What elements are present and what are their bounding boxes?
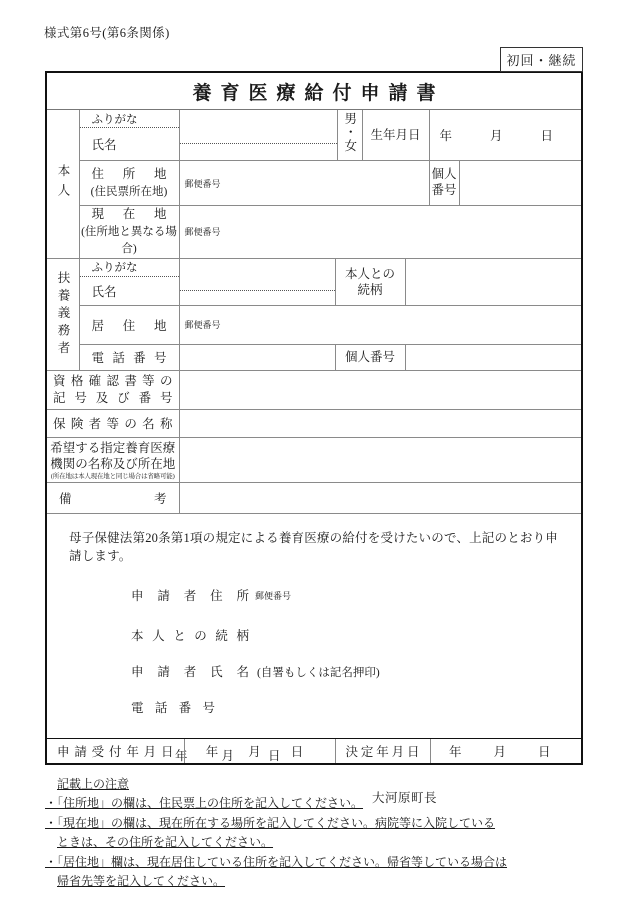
label-supporter-name: 氏名 [91, 284, 117, 299]
label-residence: 居 住 地 [79, 305, 179, 344]
label-insurer-name: 保 険 者 等 の 名 称 [47, 409, 179, 437]
input-decision-date[interactable]: 年 月 日 [430, 739, 581, 763]
input-supporter-name[interactable] [179, 259, 335, 306]
input-supporter-furigana[interactable] [180, 273, 335, 291]
label-my-number-supporter: 個人番号 [335, 344, 405, 370]
label-applicant-address: 申 請 者 住 所 [131, 588, 249, 603]
input-application-date[interactable]: 年 月 日 [184, 739, 335, 763]
table-row-institution [47, 437, 581, 482]
declaration-date-year: 年 [175, 748, 188, 763]
details-section-table [47, 371, 581, 514]
table-row-person-address [47, 161, 581, 206]
table-row-receipt [47, 739, 581, 763]
side-label-person: 本人 [47, 110, 79, 258]
form-title-band [47, 73, 581, 110]
status-box-first-or-continued[interactable]: 初回・継続 [500, 47, 583, 72]
table-row-person-name [47, 110, 581, 161]
supporter-section-table [47, 259, 581, 371]
table-row-person-current-address [47, 206, 581, 259]
table-row-supporter-phone [47, 344, 581, 370]
page-title: 養育医療給付申請書 [192, 82, 445, 104]
input-name[interactable] [179, 110, 337, 161]
label-decision-date: 決 定 年 月 日 [335, 739, 430, 763]
mayor-addressee: 大河原町長 [371, 790, 437, 805]
declaration-phone-row [63, 698, 565, 716]
label-supporter-phone: 電 話 番 号 [79, 344, 179, 370]
label-declaration-phone: 電 話 番 号 [131, 700, 215, 715]
label-name-furigana [79, 110, 179, 161]
declaration-relation-row [63, 626, 565, 644]
label-applicant-name-note: (自署もしくは記名押印) [257, 666, 380, 679]
declaration-applicant-name-row [63, 662, 565, 680]
input-my-number-person[interactable] [459, 161, 581, 206]
declaration-date-month: 月 [221, 748, 235, 763]
table-row-supporter-name [47, 259, 581, 306]
input-my-number-supporter[interactable] [405, 344, 581, 370]
label-sex: 男・女 [337, 110, 362, 161]
input-remarks[interactable] [179, 482, 581, 513]
note-item-2-line-1: ・「現在地」の欄は、現在所在する場所を記入してください。病院等に入院している [45, 815, 496, 830]
input-current-address[interactable]: 郵便番号 [179, 206, 581, 259]
note-item-1-line-1: ・「住所地」の欄は、住民票上の住所を記入してください。 [45, 796, 364, 811]
label-application-date: 申 請 受 付 年 月 日 [57, 745, 174, 759]
input-address[interactable]: 郵便番号 [179, 161, 429, 206]
input-furigana[interactable] [180, 126, 337, 144]
label-current-address: 現 在 地 (住所地と異なる場合) [79, 206, 179, 259]
input-insurer-name[interactable] [179, 409, 581, 437]
input-residence[interactable]: 郵便番号 [179, 305, 581, 344]
label-institution: 希望する指定養育医療 機関の名称及び所在地 (所在地は本人現在地と同じ場合は省略可能) [47, 437, 179, 482]
note-item-3-line-2: 帰省先等を記入してください。 [57, 874, 226, 889]
notes-heading: 記載上の注意 [57, 777, 130, 791]
person-section-table [47, 110, 581, 259]
label-remarks: 備 考 [47, 482, 179, 513]
side-label-supporter: 扶養義務者 [47, 259, 79, 371]
input-supporter-phone[interactable] [179, 344, 335, 370]
input-relation-to-person[interactable] [405, 259, 581, 306]
label-relation-to-person: 本人との 続柄 [335, 259, 405, 306]
table-row-supporter-residence [47, 305, 581, 344]
label-name: 氏名 [91, 138, 117, 152]
form-number: 様式第6号(第6条関係) [44, 26, 170, 40]
declaration-body: 母子保健法第20条第1項の規定による養育医療の給付を受けたいので、上記のとおり申請します。 [69, 530, 559, 563]
label-furigana: ふりがな [80, 110, 179, 128]
table-row-insurer [47, 409, 581, 437]
label-applicant-name: 申 請 者 氏 名 [131, 664, 249, 679]
label-applicant-postal: 郵便番号 [255, 590, 292, 601]
receipt-row [47, 738, 581, 763]
table-row-qualification [47, 371, 581, 410]
label-supporter-furigana: ふりがな [80, 259, 179, 277]
declaration-applicant-address-row [63, 586, 565, 604]
label-my-number-person: 個人 番号 [429, 161, 459, 206]
label-declaration-relation: 本 人 と の 続 柄 [131, 628, 249, 643]
label-birthdate: 生年月日 [362, 110, 429, 161]
label-supporter-name-furigana [79, 259, 179, 306]
table-row-remarks [47, 482, 581, 513]
note-item-3-line-1: ・「居住地」欄は、現在居住している住所を記入してください。帰省等している場合は [45, 854, 508, 869]
input-qualification-cert[interactable] [179, 371, 581, 410]
note-item-2-line-2: ときは、その住所を記入してください。 [57, 835, 274, 850]
label-qualification-cert: 資 格 確 認 書 等 の 記 号 及 び 番 号 [47, 371, 179, 410]
label-address: 住 所 地 (住民票所在地) [79, 161, 179, 206]
input-birthdate[interactable]: 年 月 日 [429, 110, 581, 161]
declaration-date-day: 日 [268, 748, 281, 763]
input-institution[interactable] [179, 437, 581, 482]
